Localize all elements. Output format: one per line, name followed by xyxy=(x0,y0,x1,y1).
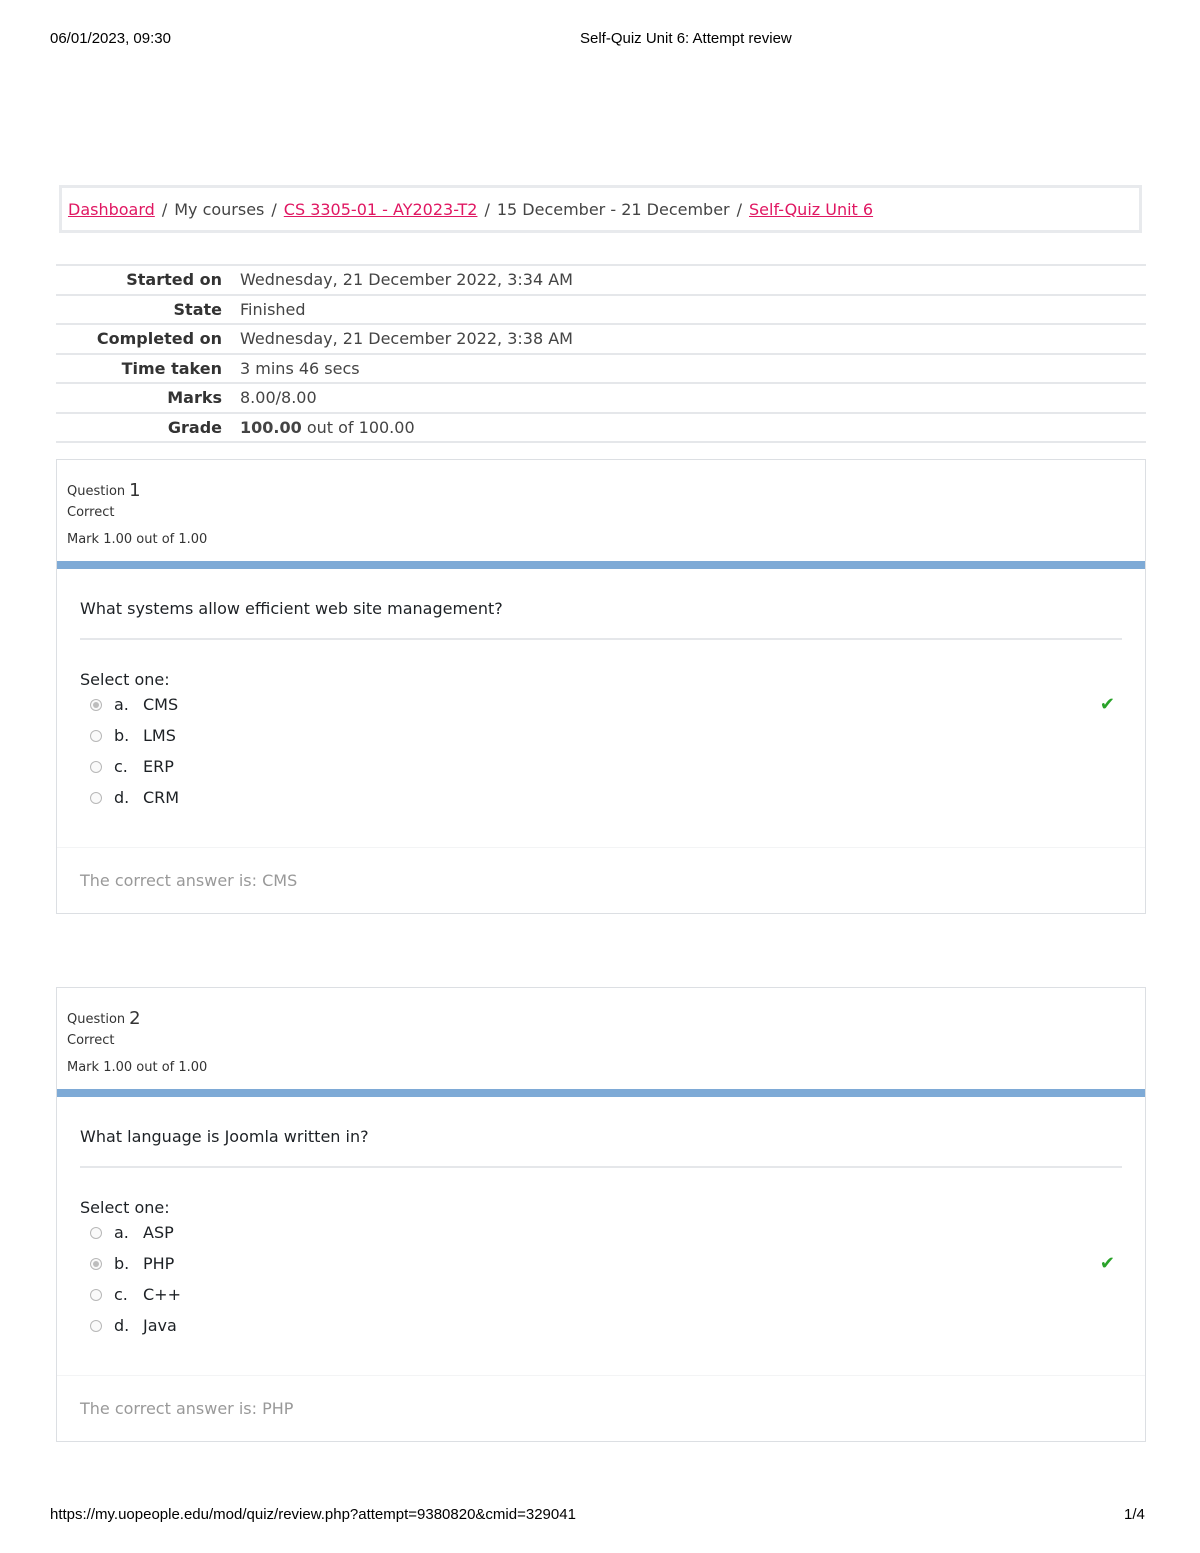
summary-row-completed-on xyxy=(56,324,1146,354)
option-letter: a. xyxy=(114,695,129,714)
answer-option[interactable] xyxy=(80,1248,1122,1279)
radio-button[interactable] xyxy=(90,730,102,742)
radio-button[interactable] xyxy=(90,761,102,773)
breadcrumb-dashboard-link[interactable]: Dashboard xyxy=(68,199,155,219)
breadcrumb-separator: / xyxy=(484,199,490,219)
answer-option[interactable] xyxy=(80,1279,1122,1310)
summary-label: Time taken xyxy=(56,354,240,384)
question-content xyxy=(57,1097,1145,1375)
option-letter: b. xyxy=(114,726,130,745)
option-text: CRM xyxy=(143,788,180,807)
answer-option[interactable] xyxy=(80,751,1122,782)
answer-option[interactable] xyxy=(80,1310,1122,1341)
print-page-number: 1/4 xyxy=(1124,1506,1145,1523)
summary-label: Started on xyxy=(56,265,240,295)
attempt-summary-table xyxy=(56,264,1146,443)
summary-label: Grade xyxy=(56,413,240,443)
grade-out-of: out of 100.00 xyxy=(301,417,415,437)
radio-button[interactable] xyxy=(90,792,102,804)
summary-value: Finished xyxy=(240,295,1146,325)
breadcrumb-quiz-link[interactable]: Self-Quiz Unit 6 xyxy=(749,199,874,219)
question-info xyxy=(57,988,1145,1089)
check-icon: ✔ xyxy=(1099,1253,1115,1274)
radio-button[interactable] xyxy=(90,1227,102,1239)
summary-value: Wednesday, 21 December 2022, 3:34 AM xyxy=(240,265,1146,295)
grade-value: 100.00 xyxy=(240,417,302,437)
print-page-title: Self-Quiz Unit 6: Attempt review xyxy=(580,30,792,47)
option-text: PHP xyxy=(143,1254,175,1273)
option-letter: a. xyxy=(114,1223,129,1242)
summary-label: State xyxy=(56,295,240,325)
option-text: Java xyxy=(143,1316,177,1335)
correct-answer-feedback: The correct answer is: CMS xyxy=(57,847,1145,913)
question-mark: Mark 1.00 out of 1.00 xyxy=(67,1060,208,1075)
option-letter: d. xyxy=(114,1316,130,1335)
answer-option[interactable] xyxy=(80,689,1122,720)
radio-button[interactable] xyxy=(90,1289,102,1301)
summary-value: Wednesday, 21 December 2022, 3:38 AM xyxy=(240,324,1146,354)
summary-value xyxy=(240,413,1146,443)
question-number: 2 xyxy=(129,1008,141,1029)
question-accent-bar xyxy=(57,1089,1145,1097)
option-text: ERP xyxy=(143,757,174,776)
breadcrumb-course-link[interactable]: CS 3305-01 - AY2023-T2 xyxy=(283,199,478,219)
option-text: LMS xyxy=(143,726,176,745)
select-one-label: Select one: xyxy=(80,1198,170,1217)
select-one-label: Select one: xyxy=(80,670,170,689)
radio-button[interactable] xyxy=(90,699,102,711)
option-letter: c. xyxy=(114,1285,128,1304)
summary-value: 3 mins 46 secs xyxy=(240,354,1146,384)
summary-row-started-on xyxy=(56,265,1146,295)
summary-value: 8.00/8.00 xyxy=(240,383,1146,413)
summary-row-state xyxy=(56,295,1146,325)
question-state: Correct xyxy=(67,505,115,520)
breadcrumb-week: 15 December - 21 December xyxy=(496,199,730,219)
breadcrumb-separator: / xyxy=(271,199,277,219)
radio-button[interactable] xyxy=(90,1320,102,1332)
question-mark: Mark 1.00 out of 1.00 xyxy=(67,532,208,547)
print-datetime: 06/01/2023, 09:30 xyxy=(50,30,171,47)
answer-option[interactable] xyxy=(80,782,1122,813)
breadcrumb-separator: / xyxy=(736,199,743,219)
correct-answer-feedback: The correct answer is: PHP xyxy=(57,1375,1145,1441)
question-state: Correct xyxy=(67,1033,115,1048)
answer-option[interactable] xyxy=(80,720,1122,751)
question-text: What systems allow efficient web site management? xyxy=(80,599,1122,640)
summary-label: Completed on xyxy=(56,324,240,354)
summary-row-time-taken xyxy=(56,354,1146,384)
option-text: CMS xyxy=(143,695,179,714)
summary-label: Marks xyxy=(56,383,240,413)
print-url: https://my.uopeople.edu/mod/quiz/review.php?attempt=9380820&cmid=329041 xyxy=(50,1506,576,1523)
summary-row-marks xyxy=(56,383,1146,413)
question-accent-bar xyxy=(57,561,1145,569)
option-letter: c. xyxy=(114,757,128,776)
question-1 xyxy=(56,459,1146,914)
summary-row-grade xyxy=(56,413,1146,443)
breadcrumb-my-courses: My courses xyxy=(174,199,265,219)
option-letter: b. xyxy=(114,1254,130,1273)
question-content xyxy=(57,569,1145,847)
option-text: C++ xyxy=(143,1285,181,1304)
answer-option[interactable] xyxy=(80,1217,1122,1248)
option-letter: d. xyxy=(114,788,130,807)
question-2 xyxy=(56,987,1146,1442)
breadcrumb xyxy=(59,185,1142,233)
question-label: Question xyxy=(67,484,126,499)
question-label: Question xyxy=(67,1012,126,1027)
question-text: What language is Joomla written in? xyxy=(80,1127,1122,1168)
breadcrumb-separator: / xyxy=(161,199,168,219)
question-number: 1 xyxy=(129,480,141,501)
option-text: ASP xyxy=(143,1223,174,1242)
check-icon: ✔ xyxy=(1099,694,1115,715)
radio-button[interactable] xyxy=(90,1258,102,1270)
question-info xyxy=(57,460,1145,561)
